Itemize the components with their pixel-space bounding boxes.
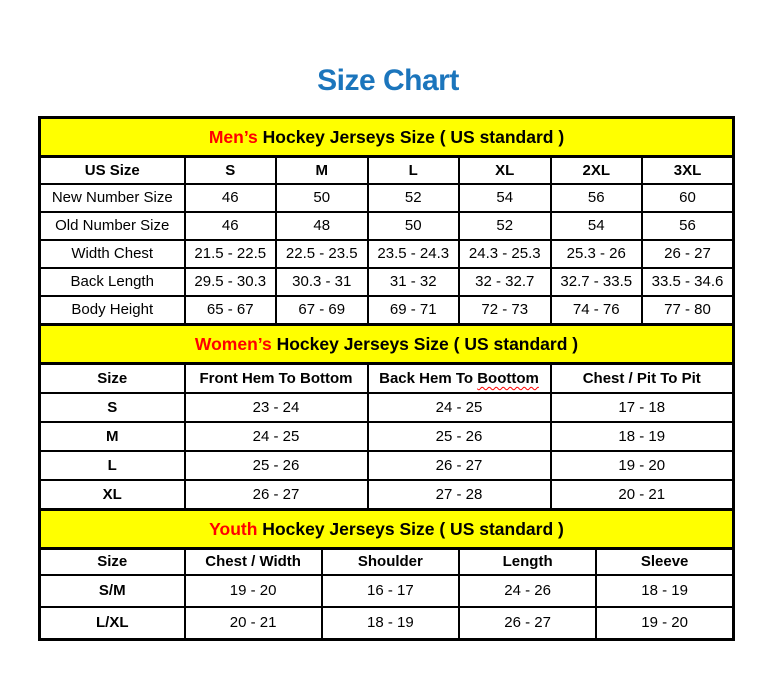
cell: 69 - 71 bbox=[368, 296, 460, 325]
cell: 17 - 18 bbox=[551, 393, 734, 422]
table-row bbox=[40, 422, 734, 451]
cell: 72 - 73 bbox=[459, 296, 551, 325]
cell: 19 - 20 bbox=[185, 575, 322, 607]
column-header: Front Hem To Bottom bbox=[185, 364, 368, 394]
cell: 48 bbox=[276, 212, 368, 240]
row-label: S/M bbox=[40, 575, 185, 607]
row-label: Width Chest bbox=[40, 240, 185, 268]
cell: 52 bbox=[459, 212, 551, 240]
table-row bbox=[40, 575, 734, 607]
womens-section-header bbox=[40, 325, 734, 364]
column-header: L bbox=[368, 157, 460, 185]
cell: 21.5 - 22.5 bbox=[185, 240, 277, 268]
cell: 16 - 17 bbox=[322, 575, 459, 607]
table-row bbox=[40, 607, 734, 640]
page-title: Size Chart bbox=[317, 64, 459, 97]
youth-section-accent: Youth bbox=[209, 518, 258, 539]
row-label: XL bbox=[40, 480, 185, 510]
youth-section-title: Hockey Jerseys Size ( US standard ) bbox=[257, 518, 564, 539]
cell: 54 bbox=[551, 212, 643, 240]
cell: 31 - 32 bbox=[368, 268, 460, 296]
cell: 33.5 - 34.6 bbox=[642, 268, 734, 296]
cell: 26 - 27 bbox=[368, 451, 551, 480]
mens-size-table bbox=[38, 116, 735, 326]
cell: 18 - 19 bbox=[551, 422, 734, 451]
cell: 50 bbox=[276, 184, 368, 212]
cell: 60 bbox=[642, 184, 734, 212]
cell: 56 bbox=[642, 212, 734, 240]
column-header: Size bbox=[40, 549, 185, 576]
row-label: L bbox=[40, 451, 185, 480]
womens-section-title: Hockey Jerseys Size ( US standard ) bbox=[271, 333, 579, 354]
cell: 25 - 26 bbox=[368, 422, 551, 451]
column-header: Sleeve bbox=[596, 549, 733, 576]
cell: 52 bbox=[368, 184, 460, 212]
mens-section-header bbox=[40, 118, 734, 157]
womens-section-header-row bbox=[40, 325, 734, 364]
mens-section-header-row bbox=[40, 118, 734, 157]
cell: 19 - 20 bbox=[551, 451, 734, 480]
cell: 26 - 27 bbox=[459, 607, 596, 640]
column-header bbox=[368, 364, 551, 394]
row-label: Old Number Size bbox=[40, 212, 185, 240]
cell: 50 bbox=[368, 212, 460, 240]
cell: 20 - 21 bbox=[551, 480, 734, 510]
table-row bbox=[40, 212, 734, 240]
column-header: Chest / Pit To Pit bbox=[551, 364, 734, 394]
table-row bbox=[40, 184, 734, 212]
column-header: M bbox=[276, 157, 368, 185]
youth-column-header-row bbox=[40, 549, 734, 576]
mens-section-title: Hockey Jerseys Size ( US standard ) bbox=[257, 126, 565, 147]
cell: 23 - 24 bbox=[185, 393, 368, 422]
cell: 26 - 27 bbox=[642, 240, 734, 268]
row-label: S bbox=[40, 393, 185, 422]
cell: 46 bbox=[185, 184, 277, 212]
cell: 32.7 - 33.5 bbox=[551, 268, 643, 296]
table-row bbox=[40, 268, 734, 296]
cell: 24 - 25 bbox=[185, 422, 368, 451]
mens-section-accent: Men’s bbox=[208, 126, 258, 147]
row-label: M bbox=[40, 422, 185, 451]
youth-section-header-row bbox=[40, 510, 734, 549]
cell: 18 - 19 bbox=[322, 607, 459, 640]
cell: 24.3 - 25.3 bbox=[459, 240, 551, 268]
cell: 56 bbox=[551, 184, 643, 212]
column-header-text: Back Hem To bbox=[379, 369, 478, 387]
column-header: Length bbox=[459, 549, 596, 576]
mens-column-header-row bbox=[40, 157, 734, 185]
cell: 25.3 - 26 bbox=[551, 240, 643, 268]
table-row bbox=[40, 240, 734, 268]
row-label: New Number Size bbox=[40, 184, 185, 212]
column-header: US Size bbox=[40, 157, 185, 185]
womens-column-header-row bbox=[40, 364, 734, 394]
cell: 32 - 32.7 bbox=[459, 268, 551, 296]
womens-size-table bbox=[38, 323, 735, 511]
cell: 65 - 67 bbox=[185, 296, 277, 325]
cell: 19 - 20 bbox=[596, 607, 733, 640]
cell: 20 - 21 bbox=[185, 607, 322, 640]
column-header: Chest / Width bbox=[185, 549, 322, 576]
womens-section-accent: Women’s bbox=[194, 333, 272, 354]
table-row bbox=[40, 451, 734, 480]
cell: 18 - 19 bbox=[596, 575, 733, 607]
youth-size-table bbox=[38, 508, 735, 641]
table-row bbox=[40, 480, 734, 510]
misspelled-word: Boottom bbox=[477, 369, 539, 387]
cell: 27 - 28 bbox=[368, 480, 551, 510]
cell: 25 - 26 bbox=[185, 451, 368, 480]
table-row bbox=[40, 393, 734, 422]
row-label: L/XL bbox=[40, 607, 185, 640]
size-chart bbox=[38, 116, 735, 641]
column-header: Shoulder bbox=[322, 549, 459, 576]
cell: 24 - 26 bbox=[459, 575, 596, 607]
column-header: 2XL bbox=[551, 157, 643, 185]
cell: 29.5 - 30.3 bbox=[185, 268, 277, 296]
cell: 77 - 80 bbox=[642, 296, 734, 325]
cell: 74 - 76 bbox=[551, 296, 643, 325]
row-label: Body Height bbox=[40, 296, 185, 325]
cell: 22.5 - 23.5 bbox=[276, 240, 368, 268]
cell: 23.5 - 24.3 bbox=[368, 240, 460, 268]
column-header: Size bbox=[40, 364, 185, 394]
cell: 46 bbox=[185, 212, 277, 240]
column-header: S bbox=[185, 157, 277, 185]
row-label: Back Length bbox=[40, 268, 185, 296]
youth-section-header bbox=[40, 510, 734, 549]
cell: 54 bbox=[459, 184, 551, 212]
column-header: XL bbox=[459, 157, 551, 185]
cell: 26 - 27 bbox=[185, 480, 368, 510]
table-row bbox=[40, 296, 734, 325]
cell: 24 - 25 bbox=[368, 393, 551, 422]
column-header: 3XL bbox=[642, 157, 734, 185]
cell: 67 - 69 bbox=[276, 296, 368, 325]
cell: 30.3 - 31 bbox=[276, 268, 368, 296]
